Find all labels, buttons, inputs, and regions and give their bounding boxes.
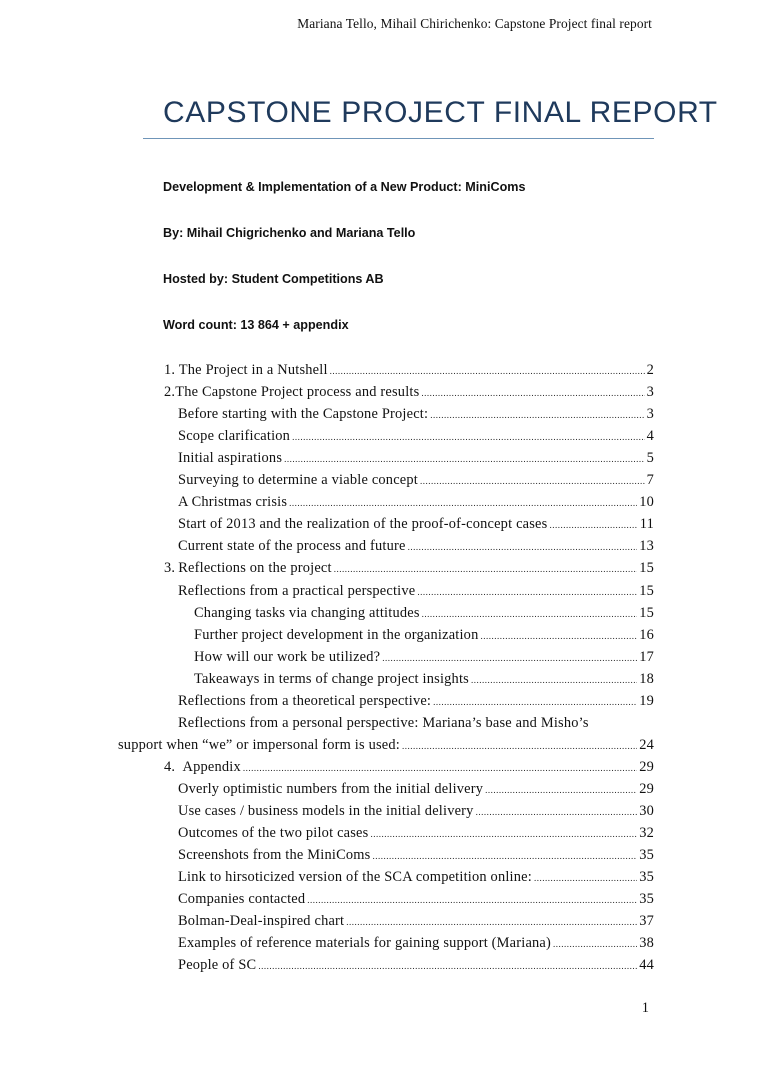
- toc-row: [0, 583, 768, 605]
- toc-row: [0, 362, 768, 384]
- toc-entry-label: Reflections on the project: [178, 560, 332, 577]
- toc-row: [0, 472, 768, 494]
- toc-row: [0, 759, 768, 781]
- toc-dot-leader: [417, 587, 637, 597]
- subtitle: Development & Implementation of a New Product: MiniComs: [163, 180, 526, 194]
- host-line: Hosted by: Student Competitions AB: [163, 272, 384, 286]
- toc-dot-leader: [370, 829, 637, 839]
- toc-entry-page: 35: [639, 847, 654, 864]
- toc-dot-leader: [549, 520, 637, 530]
- toc-entry-link[interactable]: [164, 362, 654, 379]
- toc-entry-link[interactable]: [178, 494, 654, 511]
- toc-entry-label: Further project development in the organization: [194, 626, 479, 643]
- toc-row: [0, 406, 768, 428]
- toc-entry-link[interactable]: [178, 450, 654, 467]
- toc-row: [0, 847, 768, 869]
- toc-entry-label: Outcomes of the two pilot cases: [178, 825, 369, 842]
- toc-entry-link[interactable]: [178, 781, 654, 798]
- toc-entry-page: 18: [639, 670, 654, 687]
- toc-entry-link[interactable]: [118, 737, 654, 754]
- toc-entry-page: 3: [646, 406, 654, 423]
- toc-entry-link[interactable]: [164, 384, 654, 401]
- toc-dot-leader: [421, 388, 644, 398]
- page-title: CAPSTONE PROJECT FINAL REPORT: [163, 96, 718, 129]
- toc-dot-leader: [382, 653, 637, 663]
- toc-entry-page: 32: [639, 825, 654, 842]
- toc-entry-label: Link to hirsoticized version of the SCA competition online:: [178, 869, 532, 886]
- toc-row: [0, 428, 768, 450]
- toc-row: [0, 538, 768, 560]
- toc-entry-label: Takeaways in terms of change project insights: [194, 670, 469, 687]
- toc-row: [0, 737, 768, 759]
- toc-entry-page: 15: [639, 560, 654, 577]
- word-count-line: Word count: 13 864 + appendix: [163, 318, 349, 332]
- toc-dot-leader: [330, 366, 645, 376]
- toc-entry-page: 24: [639, 736, 654, 753]
- toc-row: [0, 605, 768, 627]
- toc-entry-page: 19: [639, 692, 654, 709]
- toc-row: [0, 935, 768, 957]
- toc-entry-link[interactable]: [178, 913, 654, 930]
- toc-entry-label: The Project in a Nutshell: [178, 362, 328, 378]
- authors-line: By: Mihail Chigrichenko and Mariana Tello: [163, 226, 416, 240]
- toc-entry-link[interactable]: [178, 935, 654, 952]
- toc-entry-label: People of SC: [178, 957, 257, 974]
- toc-row: [0, 957, 768, 979]
- toc-entry-page: 44: [639, 957, 654, 974]
- toc-entry-page: 15: [639, 582, 654, 599]
- toc-row: [0, 803, 768, 825]
- toc-dot-leader: [402, 741, 637, 751]
- toc-entry-page: 29: [639, 780, 654, 797]
- toc-entry-page: 16: [639, 626, 654, 643]
- toc-row: [0, 384, 768, 406]
- toc-dot-leader: [485, 785, 637, 795]
- toc-entry-link[interactable]: [194, 605, 654, 622]
- toc-dot-leader: [284, 454, 644, 464]
- toc-entry-page: 2: [646, 362, 654, 378]
- toc-dot-leader: [346, 917, 637, 927]
- toc-dot-leader: [243, 763, 637, 773]
- toc-dot-leader: [258, 961, 637, 971]
- toc-entry-label: Overly optimistic numbers from the initial delivery: [178, 780, 484, 797]
- toc-entry-page: 29: [639, 758, 654, 775]
- toc-entry-page: 35: [639, 891, 654, 908]
- toc-entry-link[interactable]: [194, 627, 654, 644]
- toc-dot-leader: [476, 807, 638, 817]
- toc-entry-label: Examples of reference materials for gaining support (Mariana): [178, 935, 552, 952]
- toc-row: [0, 516, 768, 538]
- toc-entry-link[interactable]: [164, 759, 654, 776]
- running-header: Mariana Tello, Mihail Chirichenko: Capstone Project final report: [297, 16, 652, 31]
- toc-dot-leader: [292, 432, 645, 442]
- toc-row: [0, 781, 768, 803]
- toc-entry-link[interactable]: [178, 803, 654, 820]
- toc-entry-label: Companies contacted: [178, 891, 306, 908]
- toc-row: [0, 450, 768, 472]
- toc-entry-label: Initial aspirations: [178, 450, 283, 467]
- toc-row: [0, 825, 768, 847]
- toc-entry-label: Current state of the process and future: [178, 538, 406, 555]
- toc-entry-page: 15: [639, 604, 654, 621]
- toc-entry-page: 37: [639, 913, 654, 930]
- toc-entry-link[interactable]: [178, 583, 654, 600]
- toc-entry-link[interactable]: [178, 428, 654, 445]
- toc-entry-link[interactable]: [194, 671, 654, 688]
- toc-entry-label: Changing tasks via changing attitudes: [194, 604, 420, 621]
- toc-entry-label: The Capstone Project process and results: [175, 384, 420, 401]
- toc-row: [0, 869, 768, 891]
- toc-entry-page: 11: [639, 516, 654, 533]
- toc-dot-leader: [422, 609, 638, 619]
- toc-entry-number: 4.: [164, 758, 176, 775]
- page-number: 1: [641, 1000, 649, 1016]
- toc-row: [0, 627, 768, 649]
- toc-entry-page: 4: [646, 428, 654, 445]
- toc-entry-page: 30: [639, 803, 654, 819]
- toc-row: [0, 560, 768, 582]
- toc-row: [0, 649, 768, 671]
- toc-dot-leader: [408, 542, 638, 552]
- toc-entry-link[interactable]: [178, 957, 654, 974]
- toc-entry-page: 38: [639, 935, 654, 952]
- toc-entry-page: 10: [639, 494, 654, 511]
- toc-dot-leader: [433, 697, 637, 707]
- toc-entry-label: How will our work be utilized?: [194, 648, 381, 665]
- toc-entry-label: Screenshots from the MiniComs: [178, 847, 371, 864]
- toc-row: [0, 671, 768, 693]
- toc-dot-leader: [307, 895, 637, 905]
- toc-entry-label: A Christmas crisis: [178, 494, 288, 511]
- toc-row: [0, 891, 768, 913]
- toc-entry-label: Reflections from a practical perspective: [178, 582, 416, 599]
- toc-dot-leader: [480, 631, 637, 641]
- toc-dot-leader: [534, 873, 637, 883]
- toc-entry-link[interactable]: [178, 891, 654, 908]
- toc-row: [0, 913, 768, 935]
- toc-entry-link[interactable]: [178, 693, 654, 710]
- toc-entry-page: 35: [639, 869, 654, 886]
- toc-entry-link[interactable]: [194, 649, 654, 666]
- toc-entry-link[interactable]: [178, 825, 654, 842]
- toc-entry-page: 13: [639, 538, 654, 555]
- toc-entry-link[interactable]: [178, 406, 654, 423]
- toc-dot-leader: [553, 939, 637, 949]
- toc-dot-leader: [334, 564, 637, 574]
- toc-entry-link[interactable]: [164, 560, 654, 577]
- toc-entry-label: Before starting with the Capstone Project:: [178, 406, 429, 423]
- toc-entry-link[interactable]: [178, 516, 654, 533]
- toc-row: [0, 693, 768, 715]
- toc-entry-number: 2.: [164, 384, 176, 401]
- toc-entry-label: Scope clarification: [178, 428, 291, 445]
- title-underline-divider: [143, 138, 654, 139]
- toc-dot-leader: [471, 675, 637, 685]
- toc-entry-link[interactable]: [178, 472, 654, 489]
- toc-entry-label: Appendix: [182, 758, 241, 775]
- toc-dot-leader: [430, 410, 644, 420]
- toc-dot-leader: [372, 851, 637, 861]
- toc-entry-wrapped-line[interactable]: Reflections from a personal perspective: Mariana’s base and Misho’s: [178, 714, 589, 731]
- toc-entry-number: 3.: [164, 560, 176, 577]
- toc-entry-number: 1.: [164, 362, 176, 378]
- toc-entry-label: Start of 2013 and the realization of the proof-of-concept cases: [178, 516, 548, 533]
- toc-entry-link[interactable]: [178, 847, 654, 864]
- toc-dot-leader: [420, 476, 645, 486]
- toc-row: [0, 494, 768, 516]
- toc-entry-page: 3: [646, 384, 654, 401]
- toc-entry-page: 5: [646, 450, 654, 467]
- toc-entry-label: Surveying to determine a viable concept: [178, 472, 418, 489]
- toc-entry-page: 7: [646, 472, 654, 489]
- toc-entry-label: Use cases / business models in the initial delivery: [178, 803, 474, 819]
- toc-dot-leader: [289, 498, 637, 508]
- toc-entry-label: Reflections from a theoretical perspective:: [178, 692, 432, 709]
- toc-entry-link[interactable]: [178, 538, 654, 555]
- toc-entry-label: support when “we” or impersonal form is used:: [118, 736, 400, 753]
- toc-entry-label: Bolman-Deal-inspired chart: [178, 913, 345, 930]
- toc-entry-link[interactable]: [178, 869, 654, 886]
- toc-entry-page: 17: [639, 648, 654, 665]
